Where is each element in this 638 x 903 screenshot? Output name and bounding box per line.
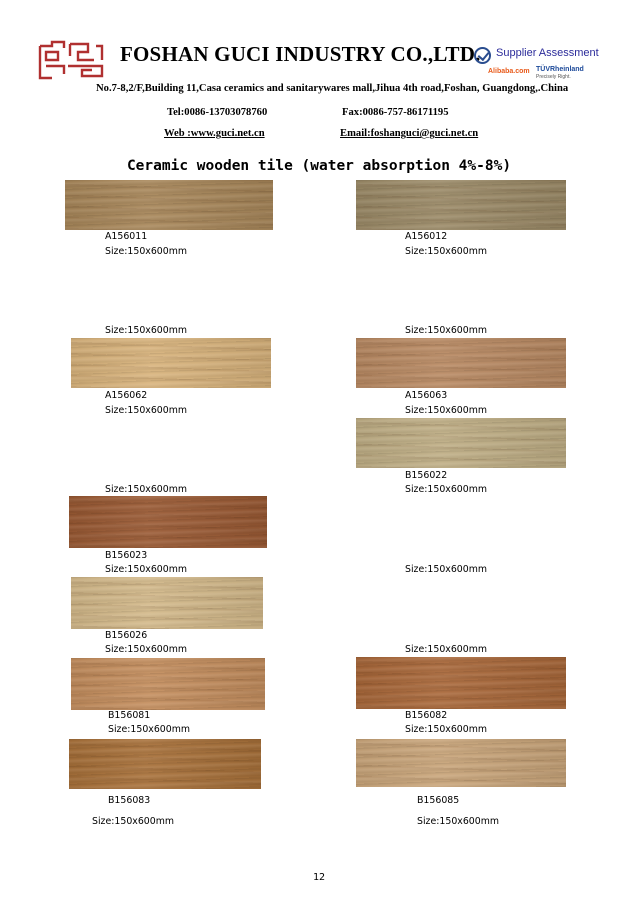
tile-size-a156011: Size:150x600mm — [105, 246, 188, 257]
tile-size-row2-left: Size:150x600mm — [105, 325, 188, 336]
tile-size-b156083: Size:150x600mm — [92, 816, 175, 827]
tile-image-a156012 — [356, 180, 566, 230]
tile-code-b156022: B156022 — [405, 470, 448, 481]
tile-size-b156023: Size:150x600mm — [105, 564, 188, 575]
tile-size-row4-left: Size:150x600mm — [105, 484, 188, 495]
tile-image-b156082 — [356, 657, 566, 709]
supplier-assessment-badge — [474, 45, 599, 85]
tile-image-b156023 — [69, 496, 267, 548]
company-address: No.7-8,2/F,Building 11,Casa ceramics and sanitarywares mall,Jihua 4th road,Foshan, Guangdong,.China — [96, 83, 569, 94]
tile-code-b156083: B156083 — [108, 795, 151, 806]
tile-size-a156062: Size:150x600mm — [105, 405, 188, 416]
tile-size-row5-right: Size:150x600mm — [405, 564, 488, 575]
tuv-tagline: Precisely Right. — [536, 74, 571, 80]
tile-image-b156081 — [71, 658, 265, 710]
tile-image-b156083 — [69, 739, 261, 789]
email-link[interactable]: Email:foshanguci@guci.net.cn — [340, 128, 479, 139]
tile-size-b156082: Size:150x600mm — [405, 724, 488, 735]
tuv-logo — [536, 66, 584, 81]
tile-image-a156063 — [356, 338, 566, 388]
catalog-title: Ceramic wooden tile (water absorption 4%-8%) — [126, 158, 512, 174]
checkmark-icon — [474, 47, 491, 64]
tile-size-a156012: Size:150x600mm — [405, 246, 488, 257]
tile-size-b156081: Size:150x600mm — [108, 724, 191, 735]
tile-size-row2-right: Size:150x600mm — [405, 325, 488, 336]
tile-size-b156085: Size:150x600mm — [417, 816, 500, 827]
tile-image-b156085 — [356, 739, 566, 787]
alibaba-logo: Alibaba.com — [488, 68, 530, 75]
website-link[interactable]: Web :www.guci.net.cn — [164, 128, 265, 139]
tile-size-b156026: Size:150x600mm — [105, 644, 188, 655]
tile-image-a156062 — [71, 338, 271, 388]
tile-size-a156063: Size:150x600mm — [405, 405, 488, 416]
company-name: FOSHAN GUCI INDUSTRY CO.,LTD. — [120, 42, 481, 66]
fax: Fax:0086-757-86171195 — [342, 107, 449, 118]
tuv-name: TÜVRheinland — [536, 66, 584, 73]
tile-image-b156022 — [356, 418, 566, 468]
tile-code-a156063: A156063 — [405, 390, 448, 401]
tile-code-a156011: A156011 — [105, 231, 148, 242]
tile-code-b156026: B156026 — [105, 630, 148, 641]
tile-code-b156081: B156081 — [108, 710, 151, 721]
tile-code-b156023: B156023 — [105, 550, 148, 561]
tile-code-b156085: B156085 — [417, 795, 460, 806]
tile-code-a156062: A156062 — [105, 390, 148, 401]
page-number: 12 — [312, 872, 326, 883]
tile-image-b156026 — [71, 577, 263, 629]
telephone: Tel:0086-13703078760 — [167, 107, 268, 118]
tile-image-a156011 — [65, 180, 273, 230]
company-logo — [38, 40, 104, 80]
tile-size-row6-right: Size:150x600mm — [405, 644, 488, 655]
tile-code-b156082: B156082 — [405, 710, 448, 721]
badge-text: Supplier Assessment — [496, 47, 599, 59]
tile-code-a156012: A156012 — [405, 231, 448, 242]
tile-size-b156022: Size:150x600mm — [405, 484, 488, 495]
